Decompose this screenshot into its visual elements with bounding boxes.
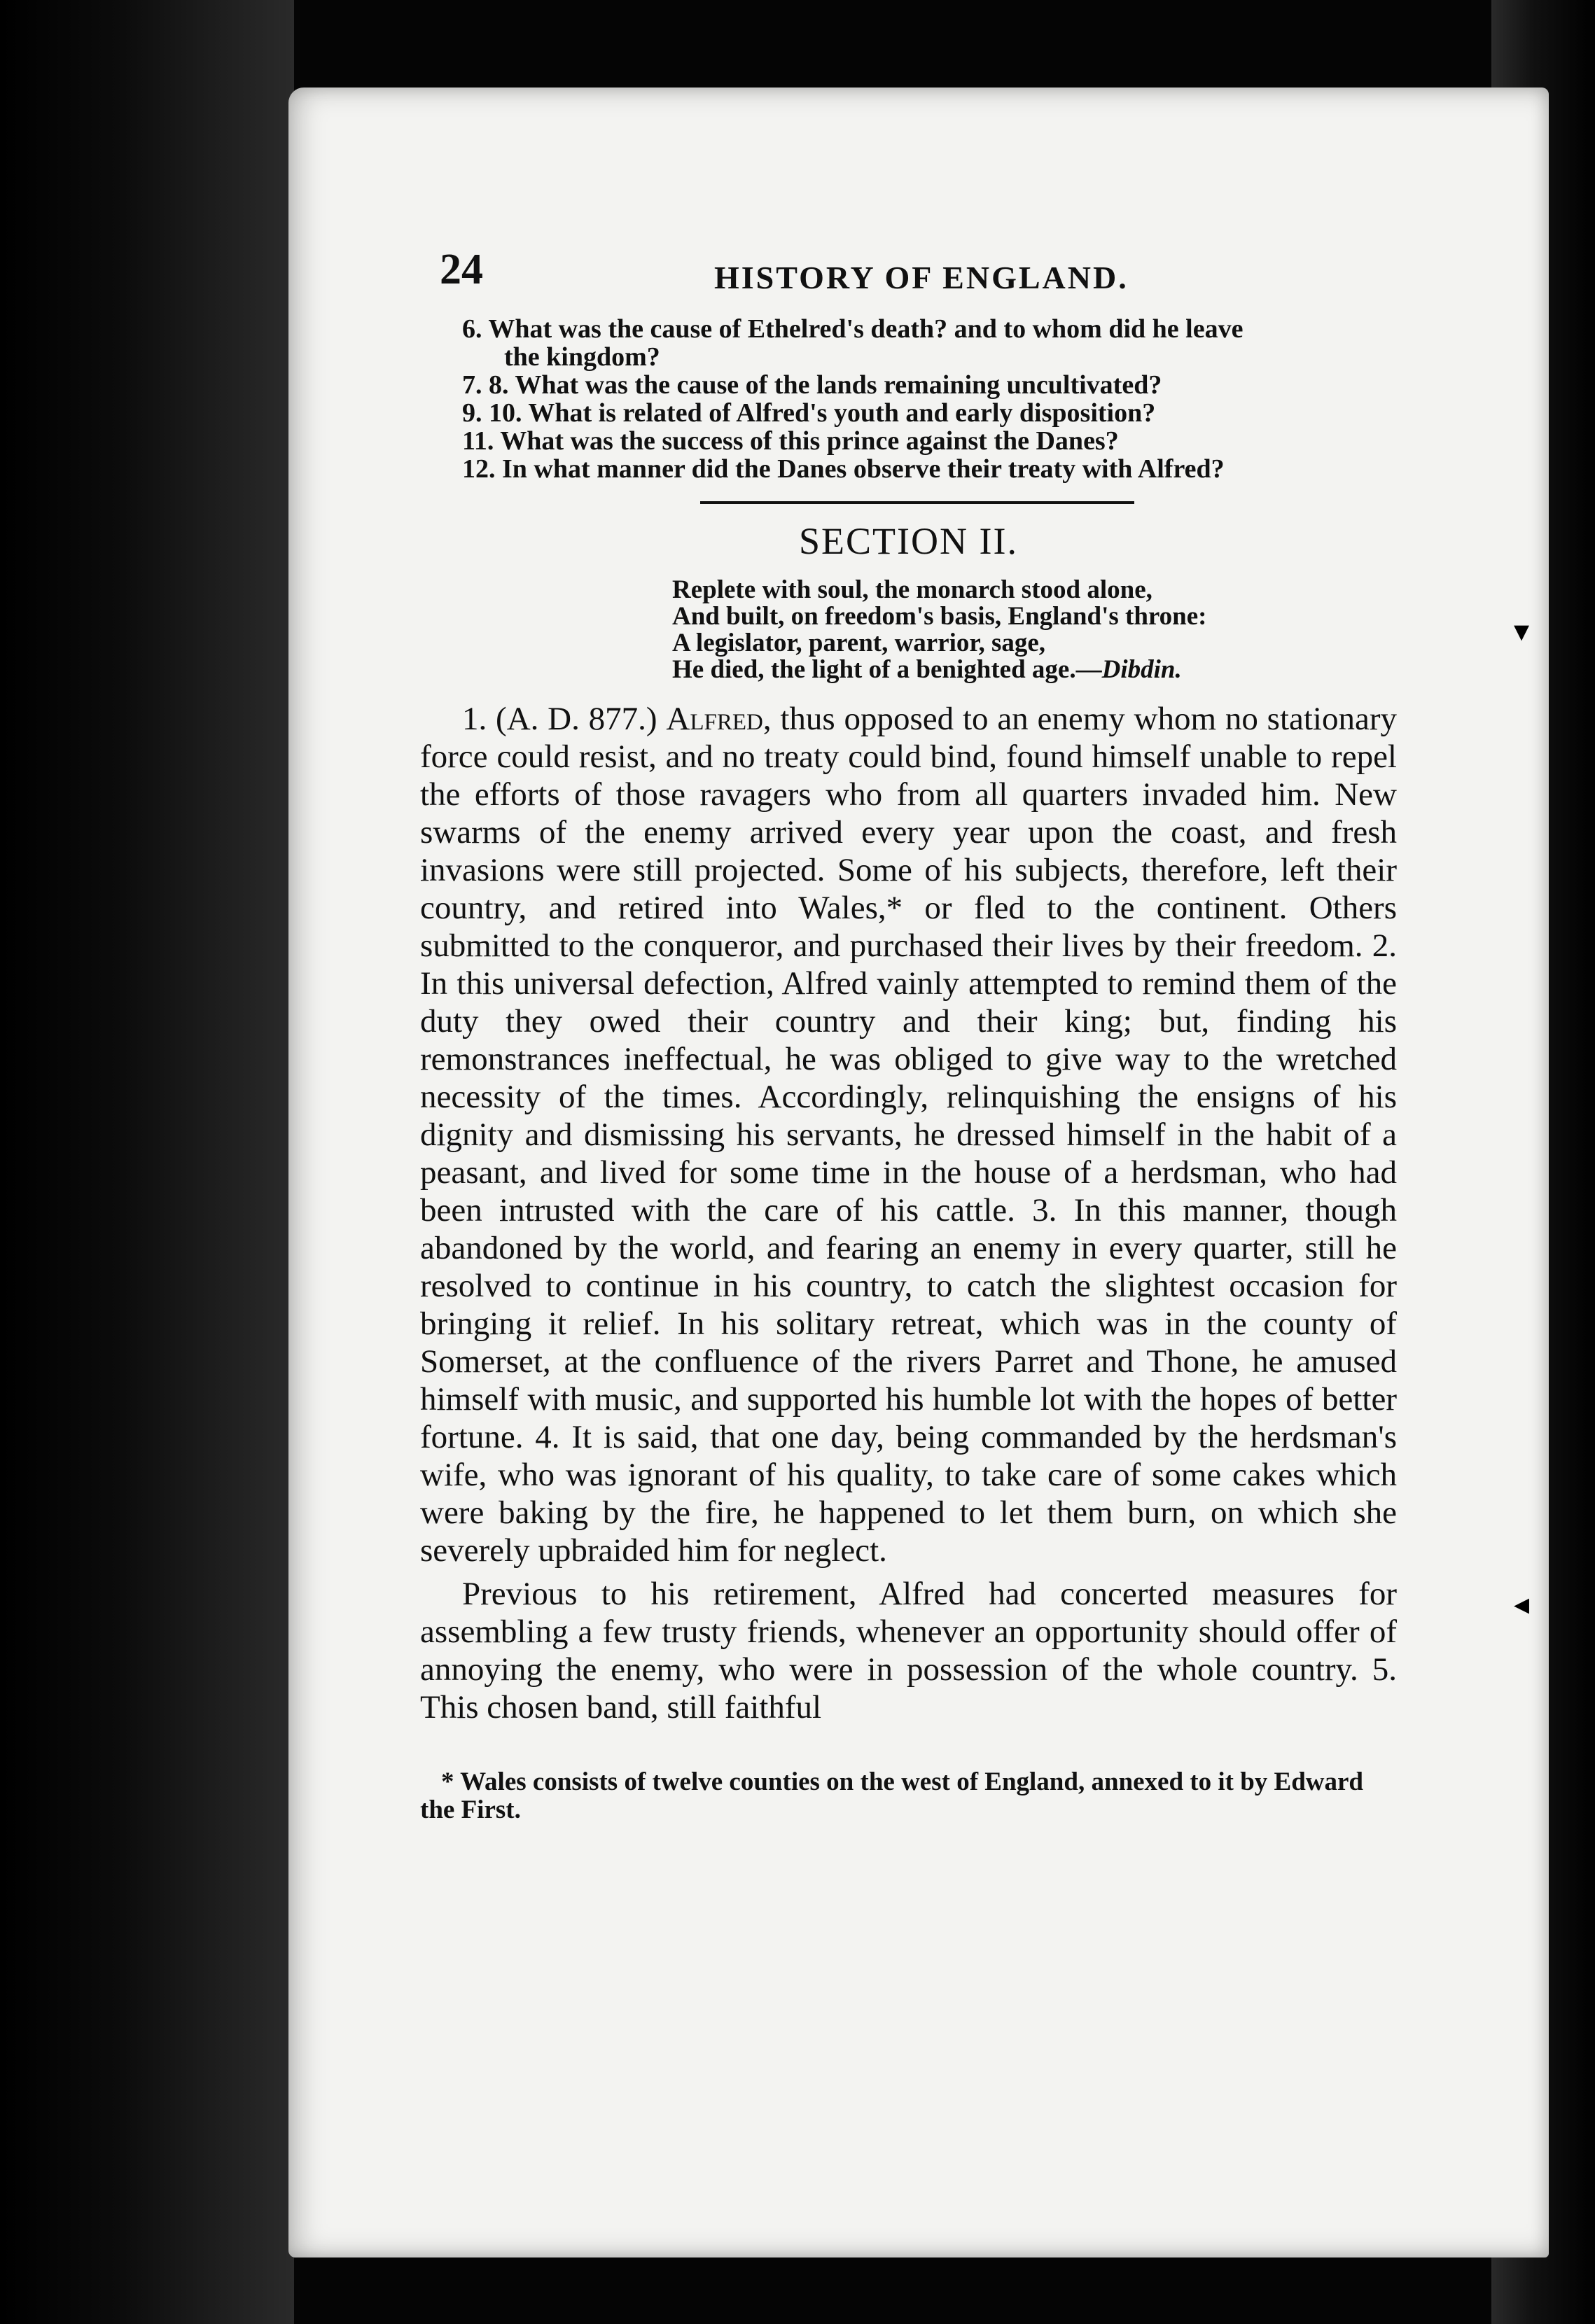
verse-line: And built, on freedom's basis, England's throne:: [672, 602, 1207, 631]
verse-line: Replete with soul, the monarch stood alone,: [672, 575, 1152, 604]
question-line: 9. 10. What is related of Alfred's youth and early disposition?: [462, 398, 1156, 428]
question-line: 12. In what manner did the Danes observe their treaty with Alfred?: [462, 454, 1225, 484]
verse-text: He died, the light of a benighted age.—: [672, 655, 1102, 684]
page-header: [420, 245, 1397, 301]
review-questions: [420, 315, 1397, 483]
footnote: * Wales consists of twelve counties on the west of England, annexed to it by Edward the First.: [420, 1768, 1364, 1824]
section-divider: [700, 501, 1134, 504]
question-line: 7. 8. What was the cause of the lands remaining uncultivated?: [462, 370, 1162, 400]
section-title: SECTION II.: [799, 520, 1018, 562]
question-line: 6. What was the cause of Ethelred's death? and to whom did he leave: [462, 314, 1244, 344]
paragraph-text: , thus opposed to an enemy whom no stationary force could resist, and no treaty could bind, found himself unable to repel the efforts of those ravagers who from all quarters invaded him. New swarms of the enemy arrived every year upon the coast, and fresh invasions were still projected. Some of his subjects, therefore, left their country, and retired into Wales,* or fled to the continent. Others submitted to the conqueror, and purchased their lives by their freedom. 2. In this universal defection, Alfred vainly attempted to remind them of the duty they owed their country and their king; but, finding his remonstrances ineffectual, he was obliged to give way to the wretched necessity of the times. Accordingly, relinquishing the ensigns of his dignity and dismissing his servants, he dressed himself in the habit of a peasant, and lived for some time in the house of a herdsman, who had been intrusted with the care of his cattle. 3. In this manner, though abandoned by the world, and fearing an enemy in every quarter, still he resolved to continue in his country, to catch the slightest occasion for bringing it relief. In his solitary retreat, which was in the county of Somerset, at the confluence of the rivers Parret and Thone, he amused himself with music, and supported his humble lot with the hopes of better fortune. 4. It is said, that one day, being commanded by the herdsman's wife, who was ignorant of his quality, to take care of some cakes which were baking by the fire, he happened to let them burn, on which she severely upbraided him for neglect.: [420, 701, 1397, 1569]
verse-line: A legislator, parent, warrior, sage,: [672, 629, 1046, 657]
question-line: 11. What was the success of this prince against the Danes?: [462, 426, 1119, 456]
paragraph-lead: 1. (A. D. 877.): [462, 701, 667, 737]
verse-line: [672, 657, 1397, 683]
paragraph-name: Alfred: [666, 701, 763, 737]
body-paragraph-2: Previous to his retirement, Alfred had concerted measures for assembling a few trusty friends, whenever an opportunity should offer of annoying the enemy, who were in possession of the whole country. 5. This chosen band, still faithful: [420, 1576, 1397, 1726]
running-head: HISTORY OF ENGLAND.: [714, 260, 1129, 295]
body-paragraph-1: [420, 700, 1397, 1569]
epigraph-verse: [672, 577, 1397, 683]
page-number: 24: [440, 246, 483, 293]
verse-attribution: Dibdin.: [1101, 655, 1182, 684]
question-line: the kingdom?: [504, 342, 660, 372]
margin-mark-middle: ◂: [1514, 1587, 1530, 1621]
margin-mark-top: ▾: [1514, 614, 1530, 648]
book-spine-shadow: [0, 0, 294, 2324]
page-content: [420, 245, 1397, 1824]
